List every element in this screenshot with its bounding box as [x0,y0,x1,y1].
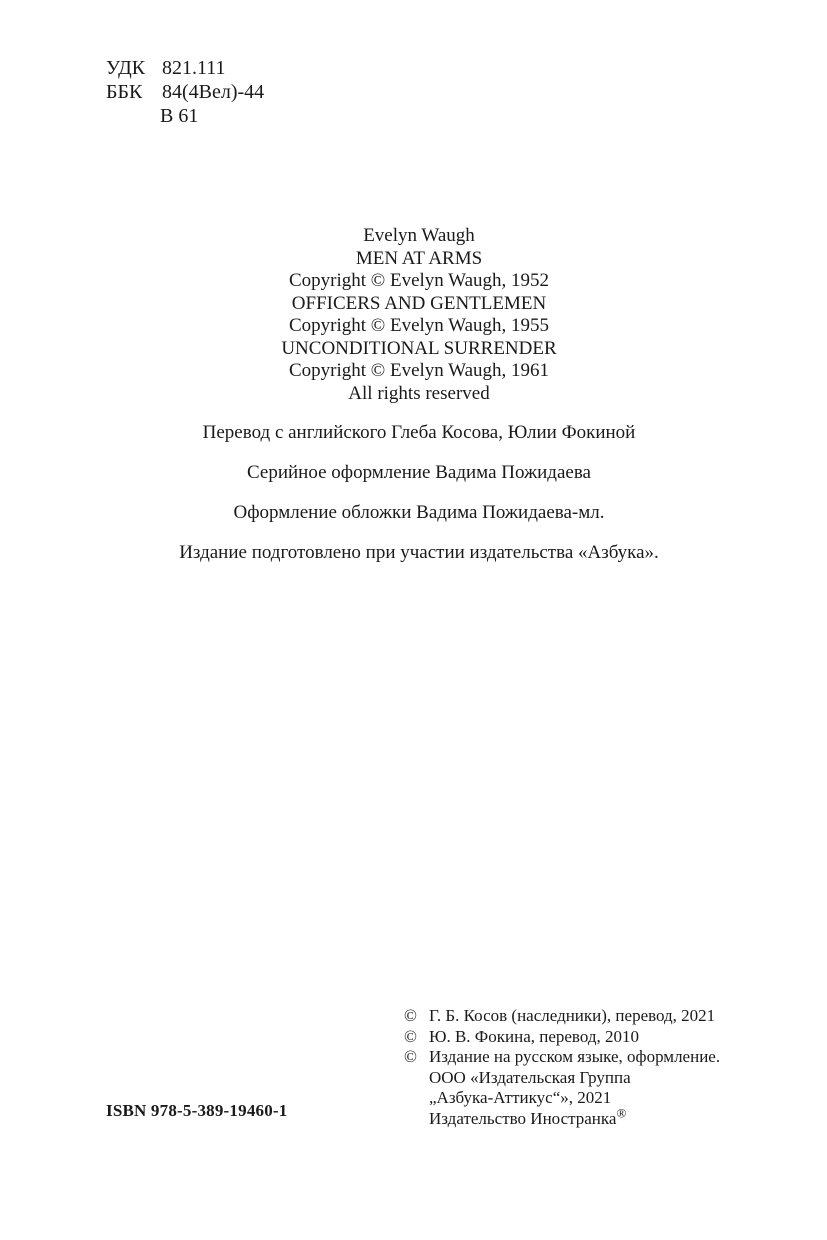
bbk-row [106,80,264,104]
udk-row [106,56,264,80]
notice-text: Г. Б. Косов (наследники), перевод, 2021 [429,1006,716,1025]
rights-reserved: All rights reserved [348,382,490,404]
copyright-line-2: Copyright © Evelyn Waugh, 1955 [288,315,550,336]
notice-edition [404,1047,720,1129]
series-design-credit: Серийное оформление Вадима Пожидаева [247,462,591,483]
notice-line: Издание на русском языке, оформление. [429,1047,721,1066]
udk-value: 821.111 [162,57,226,79]
classification-codes [106,56,264,128]
copyright-symbol: © [404,1026,417,1046]
isbn: ISBN 978-5-389-19460-1 [106,1101,288,1120]
notice-publisher-line [429,1104,720,1130]
book-title-1: MEN AT ARMS [355,247,483,269]
author-mark: В 61 [160,105,199,127]
copyright-block [0,225,827,405]
udk-label: УДК [106,57,146,79]
book-title-2: OFFICERS AND GENTLEMEN [291,292,547,314]
notice-text: Ю. В. Фокина, перевод, 2010 [429,1026,640,1046]
notice-translation-2 [404,1027,720,1048]
notice-line: „Азбука-Аттикус“», 2021 [429,1088,612,1107]
bbk-value: 84(4Вел)-44 [162,81,265,103]
registered-mark: ® [616,1104,627,1120]
translation-credit: Перевод с английского Глеба Косова, Юлии Фокиной [202,422,636,443]
copyright-notices [404,1006,720,1129]
cover-design-credit: Оформление обложки Вадима Пожидаева-мл. [233,502,605,523]
copyright-line-3: Copyright © Evelyn Waugh, 1961 [288,360,550,381]
bbk-label: ББК [106,81,143,103]
notice-translation-1 [404,1006,720,1027]
notice-edition-text [429,1047,720,1129]
copyright-symbol: © [404,1006,417,1025]
copyright-symbol: © [404,1047,417,1066]
publisher-name: Издательство Иностранка [429,1108,617,1128]
book-title-3: UNCONDITIONAL SURRENDER [281,337,557,359]
copyright-line-1: Copyright © Evelyn Waugh, 1952 [288,270,550,291]
publisher-note: Издание подготовлено при участии издательства «Азбука». [179,542,659,563]
original-author: Evelyn Waugh [363,225,475,246]
notice-line: ООО «Издательская Группа [429,1067,631,1087]
